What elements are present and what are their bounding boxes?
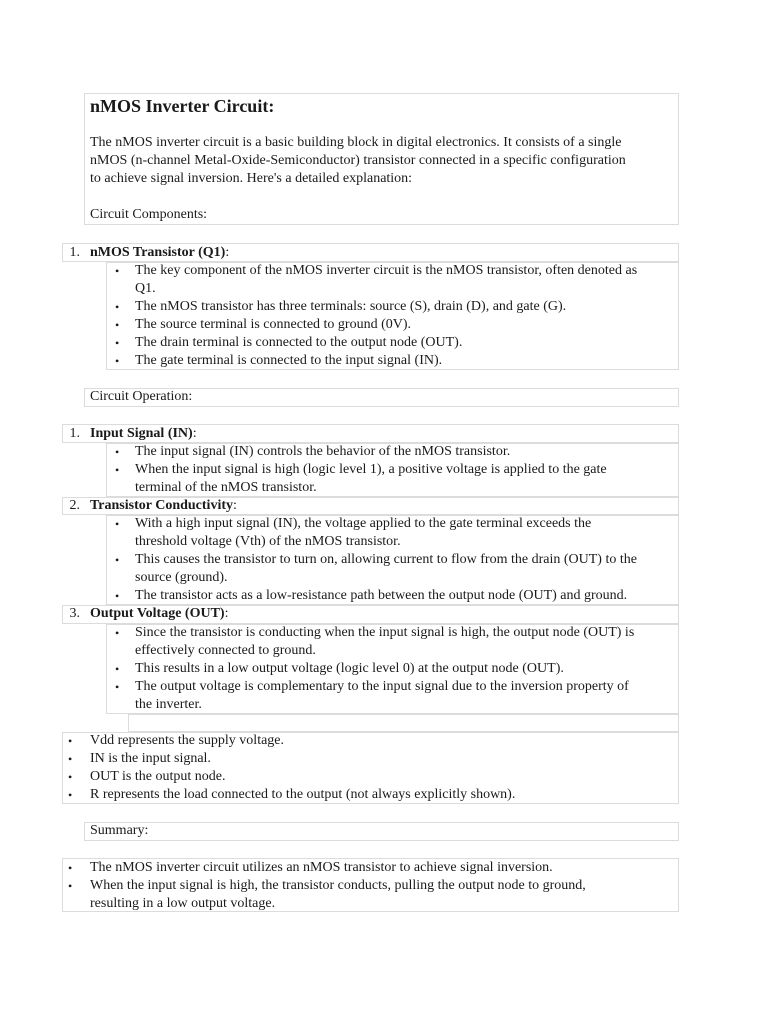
bullet-text-cont: the inverter. [135,697,202,712]
bullet-icon: • [68,770,73,784]
summary-item: The nMOS inverter circuit utilizes an nMOS transistor to achieve signal inversion. [90,860,553,875]
list-item-label: nMOS Transistor (Q1) [90,245,226,260]
components-heading: Circuit Components: [90,207,208,222]
bullet-text: With a high input signal (IN), the voltage applied to the gate terminal exceeds the [135,516,592,531]
bullet-icon: • [115,589,120,603]
bullet-text: The key component of the nMOS inverter circuit is the nMOS transistor, often denoted as [135,263,638,278]
intro-line-1: The nMOS inverter circuit is a basic building block in digital electronics. It consists of a single [90,135,622,150]
list-item-suffix: : [225,245,230,260]
bullet-icon: • [68,879,73,893]
bullet-text: The input signal (IN) controls the behavior of the nMOS transistor. [135,444,511,459]
bullet-text: The nMOS transistor has three terminals: source (S), drain (D), and gate (G). [135,299,567,314]
list-number: 2. [69,498,80,513]
bullet-text: Since the transistor is conducting when the input signal is high, the output node (OUT) is [135,625,635,640]
bullet-icon: • [115,662,120,676]
bullet-text-cont: terminal of the nMOS transistor. [135,480,317,495]
list-item-suffix: : [224,606,229,621]
bullet-icon: • [68,752,73,766]
intro-line-3: to achieve signal inversion. Here's a detailed explanation: [90,171,413,186]
bullet-text-cont: Q1. [135,281,156,296]
bullet-icon: • [68,861,73,875]
legend-item: OUT is the output node. [90,769,226,784]
bullet-icon: • [115,553,120,567]
intro-line-2: nMOS (n-channel Metal-Oxide-Semiconductor) transistor connected in a specific configuration [90,153,626,168]
empty-row [128,714,679,732]
list-item-label: Input Signal (IN) [90,426,193,441]
bullet-icon: • [115,445,120,459]
list-number: 1. [69,426,80,441]
bullet-icon: • [115,300,120,314]
bullet-icon: • [115,517,120,531]
bullet-text: This results in a low output voltage (logic level 0) at the output node (OUT). [135,661,564,676]
bullet-icon: • [115,264,120,278]
bullet-icon: • [115,318,120,332]
legend-item: IN is the input signal. [90,751,211,766]
bullet-icon: • [115,336,120,350]
legend-item: R represents the load connected to the output (not always explicitly shown). [90,787,516,802]
summary-item-cont: resulting in a low output voltage. [90,896,276,911]
bullet-text-cont: source (ground). [135,570,228,585]
list-item-label: Transistor Conductivity [90,498,233,513]
bullet-text: The gate terminal is connected to the input signal (IN). [135,353,443,368]
list-item-suffix: : [192,426,197,441]
summary-heading: Summary: [90,823,149,838]
bullet-text: This causes the transistor to turn on, allowing current to flow from the drain (OUT) to the [135,552,637,567]
list-item-label: Output Voltage (OUT) [90,606,225,621]
bullet-text: The output voltage is complementary to the input signal due to the inversion property of [135,679,629,694]
operation-heading: Circuit Operation: [90,389,193,404]
bullet-icon: • [115,626,120,640]
summary-heading-box [84,822,679,841]
list-number: 1. [69,245,80,260]
bullet-text: The drain terminal is connected to the output node (OUT). [135,335,463,350]
bullet-icon: • [115,463,120,477]
bullet-text-cont: effectively connected to ground. [135,643,316,658]
page-title: nMOS Inverter Circuit: [90,96,275,116]
list-item-title [90,244,229,262]
legend-item: Vdd represents the supply voltage. [90,733,285,748]
summary-item: When the input signal is high, the transistor conducts, pulling the output node to ground, [90,878,586,893]
bullet-icon: • [115,680,120,694]
bullet-text: When the input signal is high (logic level 1), a positive voltage is applied to the gate [135,462,607,477]
bullet-icon: • [68,788,73,802]
bullet-text: The source terminal is connected to ground (0V). [135,317,412,332]
list-item-title [90,425,197,443]
list-number: 3. [69,606,80,621]
bullet-icon: • [115,354,120,368]
bullet-text-cont: threshold voltage (Vth) of the nMOS transistor. [135,534,401,549]
list-item-suffix: : [233,498,237,513]
bullet-icon: • [68,734,73,748]
bullet-text: The transistor acts as a low-resistance path between the output node (OUT) and ground. [135,588,628,603]
list-item-title [90,605,228,623]
list-item-title [90,497,237,515]
